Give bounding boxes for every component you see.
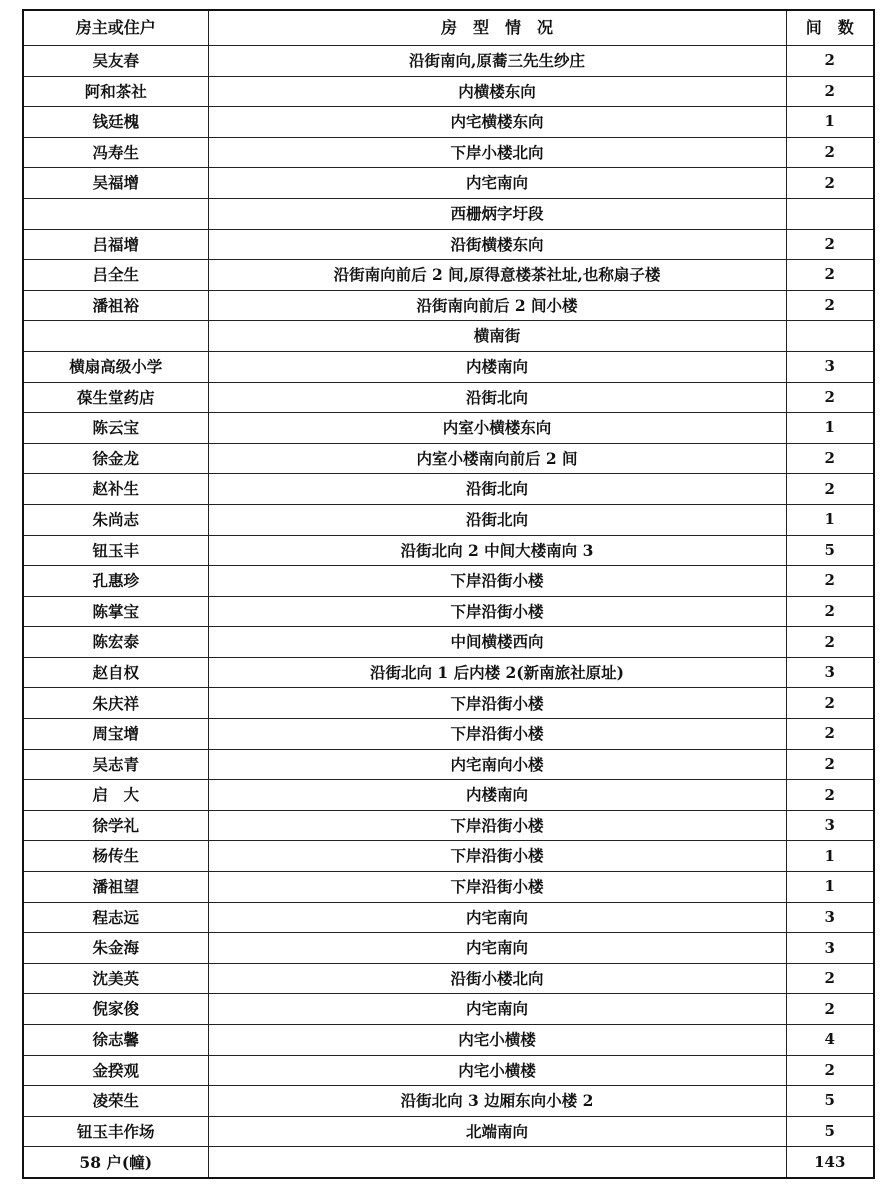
house-type-cell: 中间横楼西向 [208, 627, 786, 658]
table-row [23, 351, 874, 382]
total-row [23, 1147, 874, 1179]
table-row [23, 229, 874, 260]
house-type-cell: 内宅南向 [208, 902, 786, 933]
table-row [23, 719, 874, 750]
owner-cell: 冯寿生 [23, 137, 208, 168]
house-type-cell: 沿街北向 [208, 382, 786, 413]
table-row [23, 902, 874, 933]
total-blank [208, 1147, 786, 1179]
table-row [23, 382, 874, 413]
room-count-cell: 2 [786, 963, 874, 994]
owner-cell: 吴福增 [23, 168, 208, 199]
room-count-cell: 1 [786, 413, 874, 444]
header-row [23, 10, 874, 46]
table-row [23, 780, 874, 811]
table-row [23, 107, 874, 138]
table-row [23, 321, 874, 352]
owner-cell: 徐金龙 [23, 443, 208, 474]
owner-cell: 钱廷槐 [23, 107, 208, 138]
house-type-cell: 下岸沿街小楼 [208, 719, 786, 750]
table-row [23, 933, 874, 964]
house-type-cell: 内宅小横楼 [208, 1055, 786, 1086]
room-count-cell: 3 [786, 902, 874, 933]
owner-cell: 孔惠珍 [23, 566, 208, 597]
house-type-cell: 下岸沿街小楼 [208, 688, 786, 719]
table-header [23, 10, 874, 46]
housing-table [22, 9, 875, 1179]
room-count-cell: 3 [786, 657, 874, 688]
room-count-cell: 1 [786, 872, 874, 903]
house-type-cell: 下岸沿街小楼 [208, 810, 786, 841]
owner-cell: 沈美英 [23, 963, 208, 994]
house-type-cell: 内宅小横楼 [208, 1025, 786, 1056]
house-type-cell: 沿街小楼北向 [208, 963, 786, 994]
header-owner: 房主或住户 [23, 10, 208, 46]
owner-cell: 周宝增 [23, 719, 208, 750]
room-count-cell: 3 [786, 351, 874, 382]
header-house-type: 房 型 情 况 [208, 10, 786, 46]
house-type-cell: 沿街南向前后 2 间,原得意楼茶社址,也称扇子楼 [208, 260, 786, 291]
table-row [23, 749, 874, 780]
table-row [23, 413, 874, 444]
owner-cell: 潘祖望 [23, 872, 208, 903]
house-type-cell: 横南街 [208, 321, 786, 352]
room-count-cell: 2 [786, 780, 874, 811]
room-count-cell: 2 [786, 1055, 874, 1086]
owner-cell: 徐学礼 [23, 810, 208, 841]
room-count-cell: 2 [786, 688, 874, 719]
room-count-cell: 2 [786, 137, 874, 168]
room-count-cell: 5 [786, 1116, 874, 1147]
table-row [23, 963, 874, 994]
owner-cell: 启 大 [23, 780, 208, 811]
house-type-cell: 下岸沿街小楼 [208, 872, 786, 903]
table-row [23, 474, 874, 505]
house-type-cell: 沿街北向 2 中间大楼南向 3 [208, 535, 786, 566]
total-households: 58 户(幢) [23, 1147, 208, 1179]
house-type-cell: 下岸小楼北向 [208, 137, 786, 168]
house-type-cell: 内室小楼南向前后 2 间 [208, 443, 786, 474]
owner-cell: 吴友春 [23, 46, 208, 77]
owner-cell: 钮玉丰作场 [23, 1116, 208, 1147]
room-count-cell: 1 [786, 504, 874, 535]
room-count-cell: 2 [786, 627, 874, 658]
room-count-cell: 2 [786, 596, 874, 627]
house-type-cell: 沿街北向 [208, 504, 786, 535]
table-row [23, 566, 874, 597]
owner-cell: 吕福增 [23, 229, 208, 260]
house-type-cell: 内楼南向 [208, 351, 786, 382]
table-row [23, 168, 874, 199]
room-count-cell: 1 [786, 107, 874, 138]
table-row [23, 994, 874, 1025]
owner-cell: 钮玉丰 [23, 535, 208, 566]
room-count-cell: 3 [786, 810, 874, 841]
house-type-cell: 下岸沿街小楼 [208, 596, 786, 627]
table-row [23, 1086, 874, 1117]
house-type-cell: 内室小横楼东向 [208, 413, 786, 444]
house-type-cell: 下岸沿街小楼 [208, 841, 786, 872]
room-count-cell: 3 [786, 933, 874, 964]
table-row [23, 504, 874, 535]
house-type-cell: 内宅南向 [208, 933, 786, 964]
owner-cell: 朱尚志 [23, 504, 208, 535]
table-body [23, 46, 874, 1147]
house-type-cell: 内横楼东向 [208, 76, 786, 107]
house-type-cell: 下岸沿街小楼 [208, 566, 786, 597]
room-count-cell: 2 [786, 46, 874, 77]
owner-cell: 陈掌宝 [23, 596, 208, 627]
table-row [23, 198, 874, 229]
house-type-cell: 内宅南向 [208, 168, 786, 199]
owner-cell: 葆生堂药店 [23, 382, 208, 413]
owner-cell: 潘祖裕 [23, 290, 208, 321]
table-row [23, 46, 874, 77]
table-row [23, 841, 874, 872]
room-count-cell: 2 [786, 76, 874, 107]
owner-cell [23, 321, 208, 352]
owner-cell: 金揆观 [23, 1055, 208, 1086]
owner-cell: 横扇高级小学 [23, 351, 208, 382]
table-row [23, 290, 874, 321]
table-row [23, 535, 874, 566]
table-row [23, 443, 874, 474]
house-type-cell: 内宅南向 [208, 994, 786, 1025]
owner-cell: 陈宏泰 [23, 627, 208, 658]
house-type-cell: 沿街北向 3 边厢东向小楼 2 [208, 1086, 786, 1117]
owner-cell: 徐志馨 [23, 1025, 208, 1056]
room-count-cell: 2 [786, 382, 874, 413]
table-row [23, 872, 874, 903]
table-footer [23, 1147, 874, 1179]
house-type-cell: 沿街北向 [208, 474, 786, 505]
table-row [23, 688, 874, 719]
house-type-cell: 沿街横楼东向 [208, 229, 786, 260]
table-row [23, 137, 874, 168]
room-count-cell: 2 [786, 290, 874, 321]
table-row [23, 627, 874, 658]
room-count-cell: 1 [786, 841, 874, 872]
owner-cell: 赵自权 [23, 657, 208, 688]
owner-cell: 程志远 [23, 902, 208, 933]
room-count-cell: 2 [786, 168, 874, 199]
owner-cell: 倪家俊 [23, 994, 208, 1025]
room-count-cell: 2 [786, 994, 874, 1025]
room-count-cell: 2 [786, 260, 874, 291]
house-type-cell: 内楼南向 [208, 780, 786, 811]
room-count-cell [786, 321, 874, 352]
room-count-cell: 2 [786, 749, 874, 780]
owner-cell: 陈云宝 [23, 413, 208, 444]
house-type-cell: 沿街南向前后 2 间小楼 [208, 290, 786, 321]
house-type-cell: 沿街南向,原蕎三先生纱庄 [208, 46, 786, 77]
owner-cell: 杨传生 [23, 841, 208, 872]
house-type-cell: 北端南向 [208, 1116, 786, 1147]
room-count-cell: 2 [786, 229, 874, 260]
owner-cell [23, 198, 208, 229]
owner-cell: 吕全生 [23, 260, 208, 291]
room-count-cell: 4 [786, 1025, 874, 1056]
owner-cell: 凌荣生 [23, 1086, 208, 1117]
house-type-cell: 内宅南向小楼 [208, 749, 786, 780]
table-row [23, 1025, 874, 1056]
owner-cell: 吴志青 [23, 749, 208, 780]
room-count-cell: 2 [786, 566, 874, 597]
room-count-cell [786, 198, 874, 229]
table-row [23, 810, 874, 841]
table-row [23, 1055, 874, 1086]
house-type-cell: 西栅炳字圩段 [208, 198, 786, 229]
header-room-count: 间 数 [786, 10, 874, 46]
table-row [23, 1116, 874, 1147]
room-count-cell: 2 [786, 443, 874, 474]
room-count-cell: 5 [786, 535, 874, 566]
owner-cell: 朱金海 [23, 933, 208, 964]
total-rooms: 143 [786, 1147, 874, 1179]
table-row [23, 76, 874, 107]
table-row [23, 596, 874, 627]
house-type-cell: 沿街北向 1 后内楼 2(新南旅社原址) [208, 657, 786, 688]
owner-cell: 赵补生 [23, 474, 208, 505]
house-type-cell: 内宅横楼东向 [208, 107, 786, 138]
table-row [23, 657, 874, 688]
owner-cell: 朱庆祥 [23, 688, 208, 719]
room-count-cell: 5 [786, 1086, 874, 1117]
room-count-cell: 2 [786, 719, 874, 750]
room-count-cell: 2 [786, 474, 874, 505]
owner-cell: 阿和茶社 [23, 76, 208, 107]
table-row [23, 260, 874, 291]
